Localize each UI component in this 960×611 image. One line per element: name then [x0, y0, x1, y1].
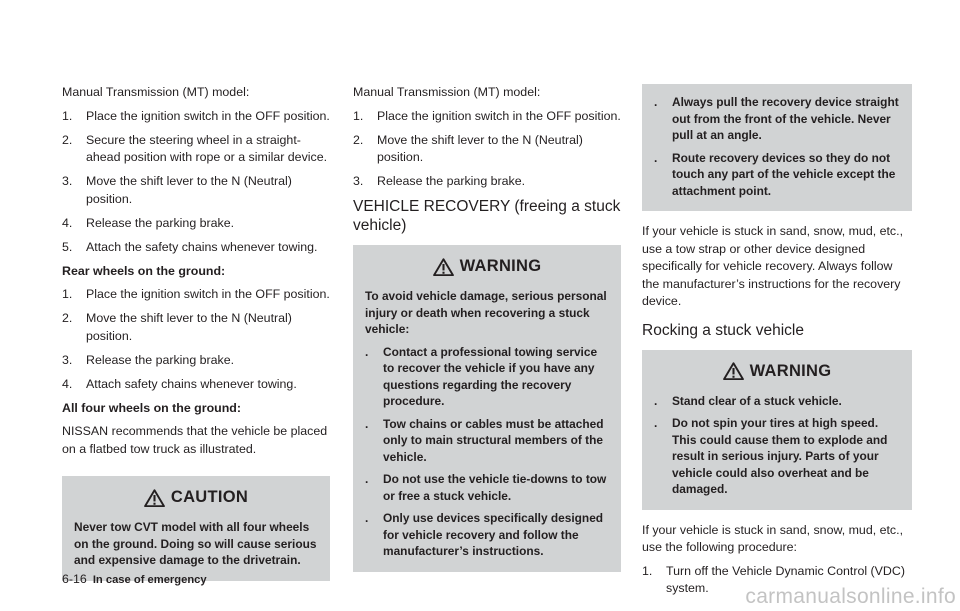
warning-title: WARNING	[749, 361, 832, 380]
list-item: . Contact a professional towing service to recover the vehicle if you have any questions regarding the recovery procedure.	[365, 344, 598, 408]
list-item: . Only use devices specifically designed for vehicle recovery and follow the manufacturer’s instructions.	[365, 511, 604, 558]
list-item: 3. Release the parking brake.	[62, 352, 235, 367]
page-number: 6-16	[62, 572, 87, 586]
warning-triangle-icon	[433, 258, 454, 276]
four-wheels-text: NISSAN recommends that the vehicle be placed on a flatbed tow truck as illustrated.	[62, 424, 328, 456]
page-footer	[62, 572, 207, 586]
column-right	[642, 84, 912, 604]
warning-triangle-icon	[144, 489, 165, 507]
warning-intro: To avoid vehicle damage, serious personal injury or death when recovering a stuck vehicle:	[365, 289, 607, 336]
rear-wheels-heading: Rear wheels on the ground:	[62, 263, 226, 278]
list-item: 3. Release the parking brake.	[353, 174, 526, 188]
list-item: 1. Place the ignition switch in the OFF position.	[353, 108, 621, 123]
rear-wheels-steps	[62, 286, 330, 393]
list-item: 1. Turn off the Vehicle Dynamic Control (VDC) system.	[642, 563, 905, 595]
list-item: . Stand clear of a stuck vehicle.	[654, 393, 842, 408]
column-left	[62, 84, 330, 581]
list-item: 1. Place the ignition switch in the OFF position.	[62, 287, 330, 301]
mt-steps	[62, 108, 330, 257]
four-wheels-heading: All four wheels on the ground:	[62, 400, 241, 415]
list-item: 4. Attach safety chains whenever towing.	[62, 376, 297, 391]
list-item: . Always pull the recovery device straight out from the front of the vehicle. Never pull at an angle.	[654, 95, 899, 142]
watermark: carmanualsonline.info	[745, 585, 956, 608]
recovery-paragraph: If your vehicle is stuck in sand, snow, mud, etc., use a tow strap or other device designed specifically for vehicle recovery. Always follow the manufacturer’s instructions for the recovery device.	[642, 224, 904, 308]
list-item: 1. Place the ignition switch in the OFF position.	[62, 108, 330, 123]
list-item: 2. Secure the steering wheel in a straight-ahead position with rope or a similar device.	[62, 132, 328, 164]
section-title: In case of emergency	[92, 574, 207, 586]
caution-title: CAUTION	[170, 488, 249, 506]
list-item: . Route recovery devices so they do not touch any part of the vehicle except the attachment point.	[654, 150, 896, 198]
warning-box-continued	[642, 84, 912, 211]
caution-box	[62, 476, 330, 581]
procedure-paragraph: If your vehicle is stuck in sand, snow, mud, etc., use the following procedure:	[642, 522, 904, 554]
warning-box	[642, 350, 912, 510]
list-item: . Do not use the vehicle tie-downs to tow or free a stuck vehicle.	[365, 472, 607, 503]
list-item: 2. Move the shift lever to the N (Neutral) position.	[62, 311, 292, 343]
vehicle-recovery-heading: VEHICLE RECOVERY (freeing a stuck vehicle)	[353, 198, 621, 234]
list-item: 2. Move the shift lever to the N (Neutral) position.	[353, 132, 583, 164]
column-middle	[353, 84, 621, 572]
list-item: 4. Release the parking brake.	[62, 215, 235, 230]
warning-box	[353, 245, 621, 572]
warning-triangle-icon	[723, 362, 744, 380]
mt-steps	[353, 108, 621, 191]
list-item: . Tow chains or cables must be attached only to main structural members of the vehicle.	[365, 416, 604, 464]
list-item: . Do not spin your tires at high speed. This could cause them to explode and result in serious injury. Parts of your vehicle could also overheat and be damaged.	[654, 416, 888, 496]
mt-model-intro: Manual Transmission (MT) model:	[62, 85, 250, 99]
warning-title: WARNING	[459, 257, 542, 275]
list-item: 5. Attach the safety chains whenever towing.	[62, 239, 318, 254]
rocking-heading: Rocking a stuck vehicle	[642, 321, 804, 339]
list-item: 3. Move the shift lever to the N (Neutral) position.	[62, 174, 292, 206]
mt-model-intro: Manual Transmission (MT) model:	[353, 85, 541, 99]
caution-text: Never tow CVT model with all four wheels on the ground. Doing so will cause serious and expensive damage to the drivetrain.	[74, 520, 317, 567]
